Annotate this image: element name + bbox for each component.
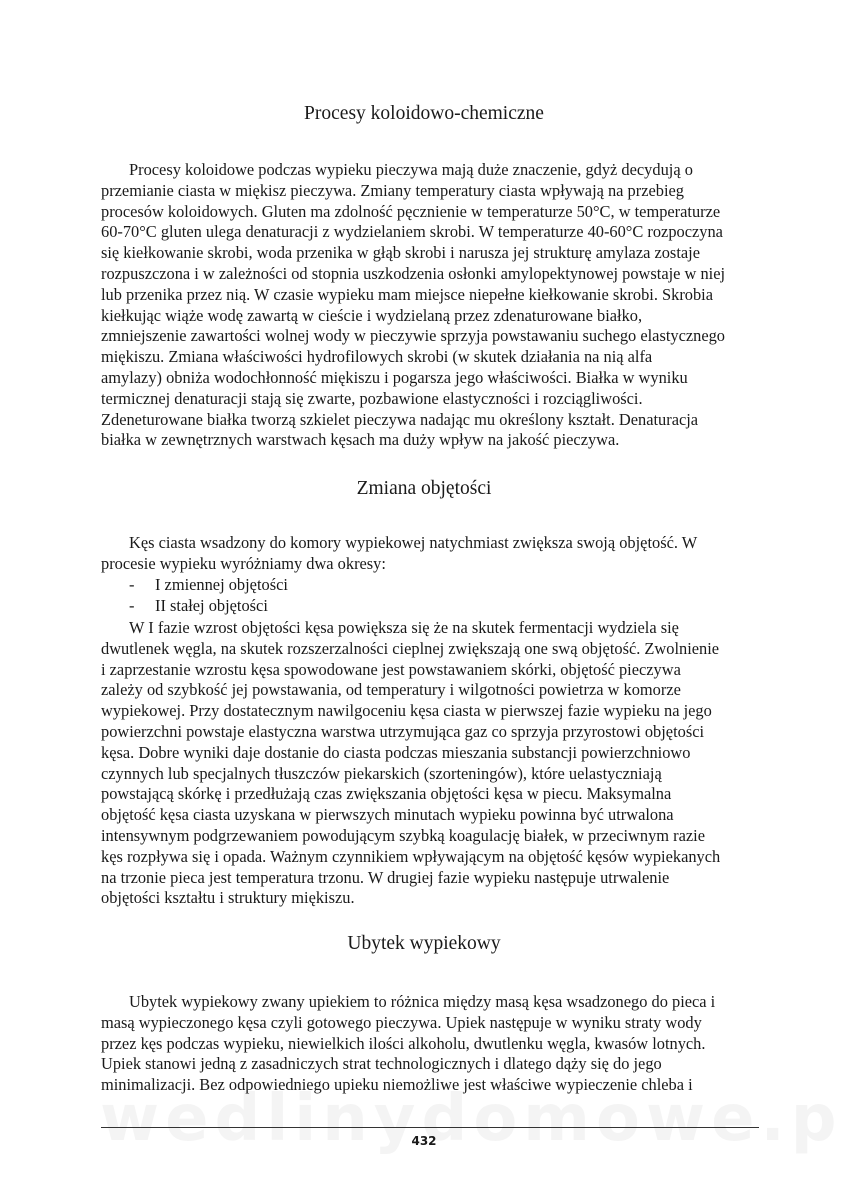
text-line: wypiekowej. Przy dostatecznym nawilgoceniu kęsa ciasta w pierwszej fazie wypieku na jego — [101, 701, 712, 721]
footer-divider — [101, 1127, 759, 1128]
paragraph-zmiana-intro — [101, 533, 761, 575]
text-line: Procesy koloidowe podczas wypieku pieczywa mają duże znaczenie, gdyż decydują o — [129, 160, 693, 179]
section-heading-zmiana-objetosci: Zmiana objętości — [356, 478, 492, 499]
text-line: Zdeneturowane białka tworzą szkielet pieczywa nadając mu określony kształt. Denaturacja — [101, 409, 699, 429]
list-item-text: I zmiennej objętości — [155, 575, 288, 594]
text-line: Kęs ciasta wsadzony do komory wypiekowej natychmiast zwiększa swoją objętość. W — [129, 533, 698, 552]
text-line: objętości kształtu i struktury miękiszu. — [101, 888, 355, 908]
text-line: intensywnym podgrzewaniem powodującym szybką koagulację białek, w przeciwnym razie — [101, 825, 705, 845]
text-line: procesów koloidowych. Gluten ma zdolność pęcznienie w temperaturze 50°C, w temperaturze — [101, 201, 721, 221]
list-item — [101, 596, 761, 617]
text-line: kęsa. Dobre wyniki daje dostanie do ciasta podczas mieszania substancji powierzchniowo — [101, 742, 691, 762]
text-line: rozpuszczona i w zależności od stopnia uszkodzenia osłonki amylopektynowej powstaje w niej — [101, 263, 726, 283]
text-line: 60-70°C gluten ulega denaturacji z wydzielaniem skrobi. W temperaturze 40-60°C rozpoczyna — [101, 222, 723, 242]
text-line: masą wypieczonego kęsa czyli gotowego pieczywa. Upiek następuje w wyniku straty wody — [101, 1012, 702, 1032]
list-item-text: II stałej objętości — [155, 595, 268, 615]
list-marker: - — [129, 575, 135, 594]
text-line: kiełkując wiąże wodę zawartą w cieście i wydzielaną przez zdenaturowane białko, — [101, 305, 643, 325]
text-line: Upiek stanowi jedną z zasadniczych strat technologicznych i dlatego dąży się do jego — [101, 1054, 662, 1074]
text-line: procesie wypieku wyróżniamy dwa okresy: — [101, 553, 386, 573]
text-line: białka w zewnętrznych warstwach kęsach ma duży wpływ na jakość pieczywa. — [101, 430, 620, 450]
paragraph-zmiana-body — [101, 618, 761, 909]
text-line: przez kęs podczas wypieku, niewielkich ilości alkoholu, dwutlenku węgla, kwasów lotnych. — [101, 1033, 706, 1053]
text-line: amylazy) obniża wodochłonność miękiszu i pogarsza jego właściwości. Białka w wyniku — [101, 367, 688, 387]
text-line: zmniejszenie zawartości wolnej wody w pieczywie sprzyja powstawaniu suchego elastycznego — [101, 326, 725, 346]
text-line: kęs rozpływa się i opada. Ważnym czynnikiem wpływającym na objętość kęsów wypiekanych — [101, 846, 721, 866]
section-heading-procesy: Procesy koloidowo-chemiczne — [304, 103, 544, 124]
text-line: zależy od szybkość jej powstawania, od temperatury i wilgotności powietrza w komorze — [101, 680, 681, 700]
text-line: czynnych lub specjalnych tłuszczów piekarskich (szorteningów), które uelastyczniają — [101, 763, 662, 783]
text-line: W I fazie wzrost objętości kęsa powiększa się że na skutek fermentacji wydziela się — [129, 618, 679, 637]
text-line: na trzonie pieca jest temperatura trzonu. W drugiej fazie wypieku następuje utrwalenie — [101, 867, 670, 887]
text-line: Ubytek wypiekowy zwany upiekiem to różnica między masą kęsa wsadzonego do pieca i — [129, 992, 716, 1011]
text-line: minimalizacji. Bez odpowiedniego upieku niemożliwe jest właściwe wypieczenie chleba i — [101, 1075, 693, 1095]
paragraph-ubytek — [101, 992, 761, 1096]
text-line: dwutlenek węgla, na skutek rozszerzalności cieplnej zwiększają one swą objętość. Zwolnienie — [101, 638, 720, 658]
text-line: lub przenika przez nią. W czasie wypieku mam miejsce niepełne kiełkowanie skrobi. Skrobia — [101, 284, 714, 304]
text-line: miękiszu. Zmiana właściwości hydrofilowych skrobi (w skutek działania na nią alfa — [101, 347, 653, 367]
text-line: i zaprzestanie wzrostu kęsa spowodowane jest powstawaniem skórki, objętość pieczywa — [101, 659, 681, 679]
text-line: termicznej denaturacji stają się zwarte, pozbawione elastyczności i rozciągliwości. — [101, 388, 643, 408]
list-marker: - — [129, 595, 135, 615]
text-line: objętość kęsa ciasta uzyskana w pierwszych minutach wypieku powinna być utrwalona — [101, 805, 674, 825]
text-line: powierzchni powstaje elastyczna warstwa utrzymująca gaz co sprzyja przyrostowi objętości — [101, 721, 705, 741]
paragraph-procesy — [101, 160, 761, 451]
phase-list — [101, 575, 761, 617]
section-heading-ubytek: Ubytek wypiekowy — [347, 933, 501, 954]
text-line: się kiełkowanie skrobi, woda przenika w głąb skrobi i narusza jej strukturę amylaza zostaje — [101, 243, 700, 263]
text-line: powstającą skórkę i przedłużają czas zwiększania objętości kęsa w piecu. Maksymalna — [101, 784, 672, 804]
text-line: przemianie ciasta w miękisz pieczywa. Zmiany temperatury ciasta wpływają na przebieg — [101, 180, 684, 200]
list-item — [101, 575, 761, 596]
page-number: 432 — [411, 1134, 437, 1148]
